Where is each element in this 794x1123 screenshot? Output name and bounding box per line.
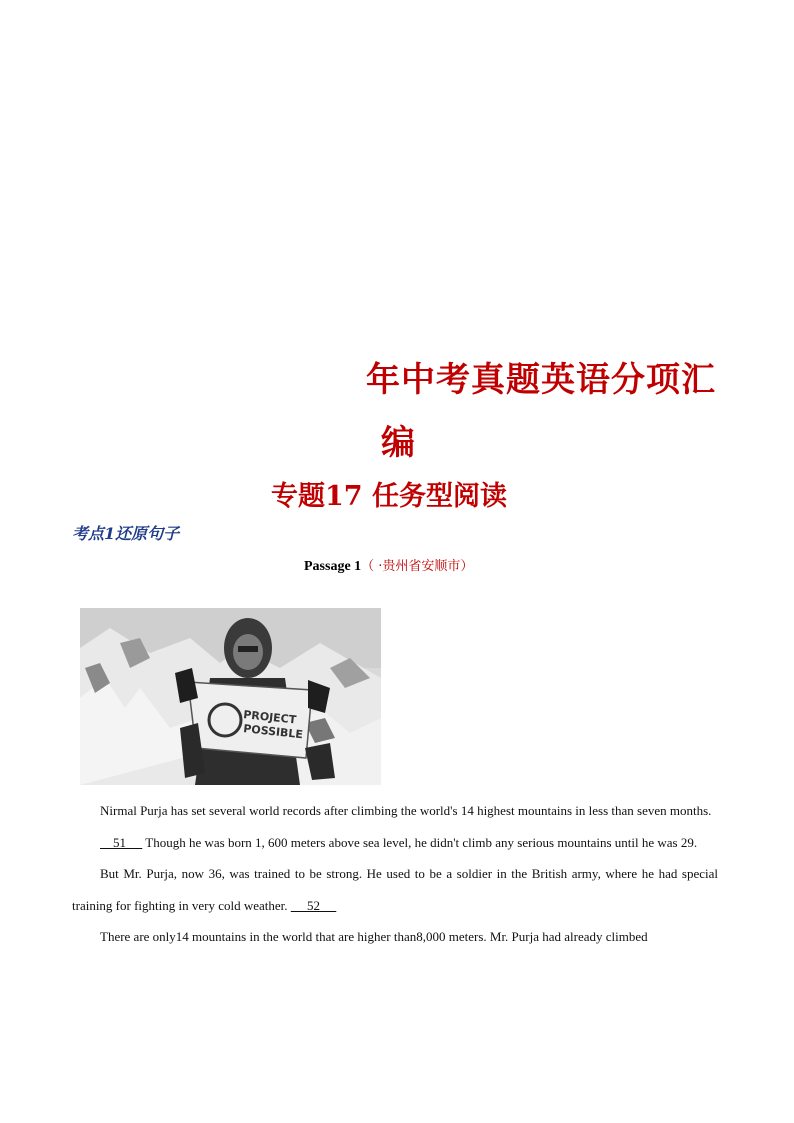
photo-sign-line1: PROJECT [242, 708, 297, 727]
document-title-line2: 编 [381, 423, 415, 463]
paragraph-3-text: But Mr. Purja, now 36, was trained to be strong. He used to be a soldier in the British army, where he had special training for fighting in very cold weather. [72, 866, 718, 913]
passage-source: （ ·贵州省安顺市） [361, 559, 474, 574]
passage-label: Passage 1 [304, 559, 362, 574]
paragraph-4 [72, 921, 718, 953]
paragraph-3 [72, 858, 718, 921]
answer-blank-51[interactable]: 51 [100, 834, 143, 850]
section-heading: 考点1还原句子 [72, 524, 180, 543]
document-subtitle: 专题17 任务型阅读 [271, 481, 507, 512]
document-title-line1: 年中考真题英语分项汇 [366, 360, 716, 400]
passage-body [72, 795, 718, 953]
photo-sign-line2: POSSIBLE [242, 722, 304, 742]
paragraph-2 [72, 827, 718, 859]
paragraph-4-text: There are only14 mountains in the world that are higher than8,000 meters. Mr. Purja had already climbed [100, 929, 648, 944]
paragraph-1-text: Nirmal Purja has set several world records after climbing the world's 14 highest mountains in less than seven months. [100, 803, 712, 818]
paragraph-1 [72, 795, 718, 827]
passage-heading [304, 555, 473, 575]
climber-photo [80, 608, 381, 785]
answer-blank-52[interactable]: 52 [290, 897, 337, 913]
paragraph-2-text: Though he was born 1, 600 meters above sea level, he didn't climb any serious mountains until he was 29. [142, 834, 698, 850]
